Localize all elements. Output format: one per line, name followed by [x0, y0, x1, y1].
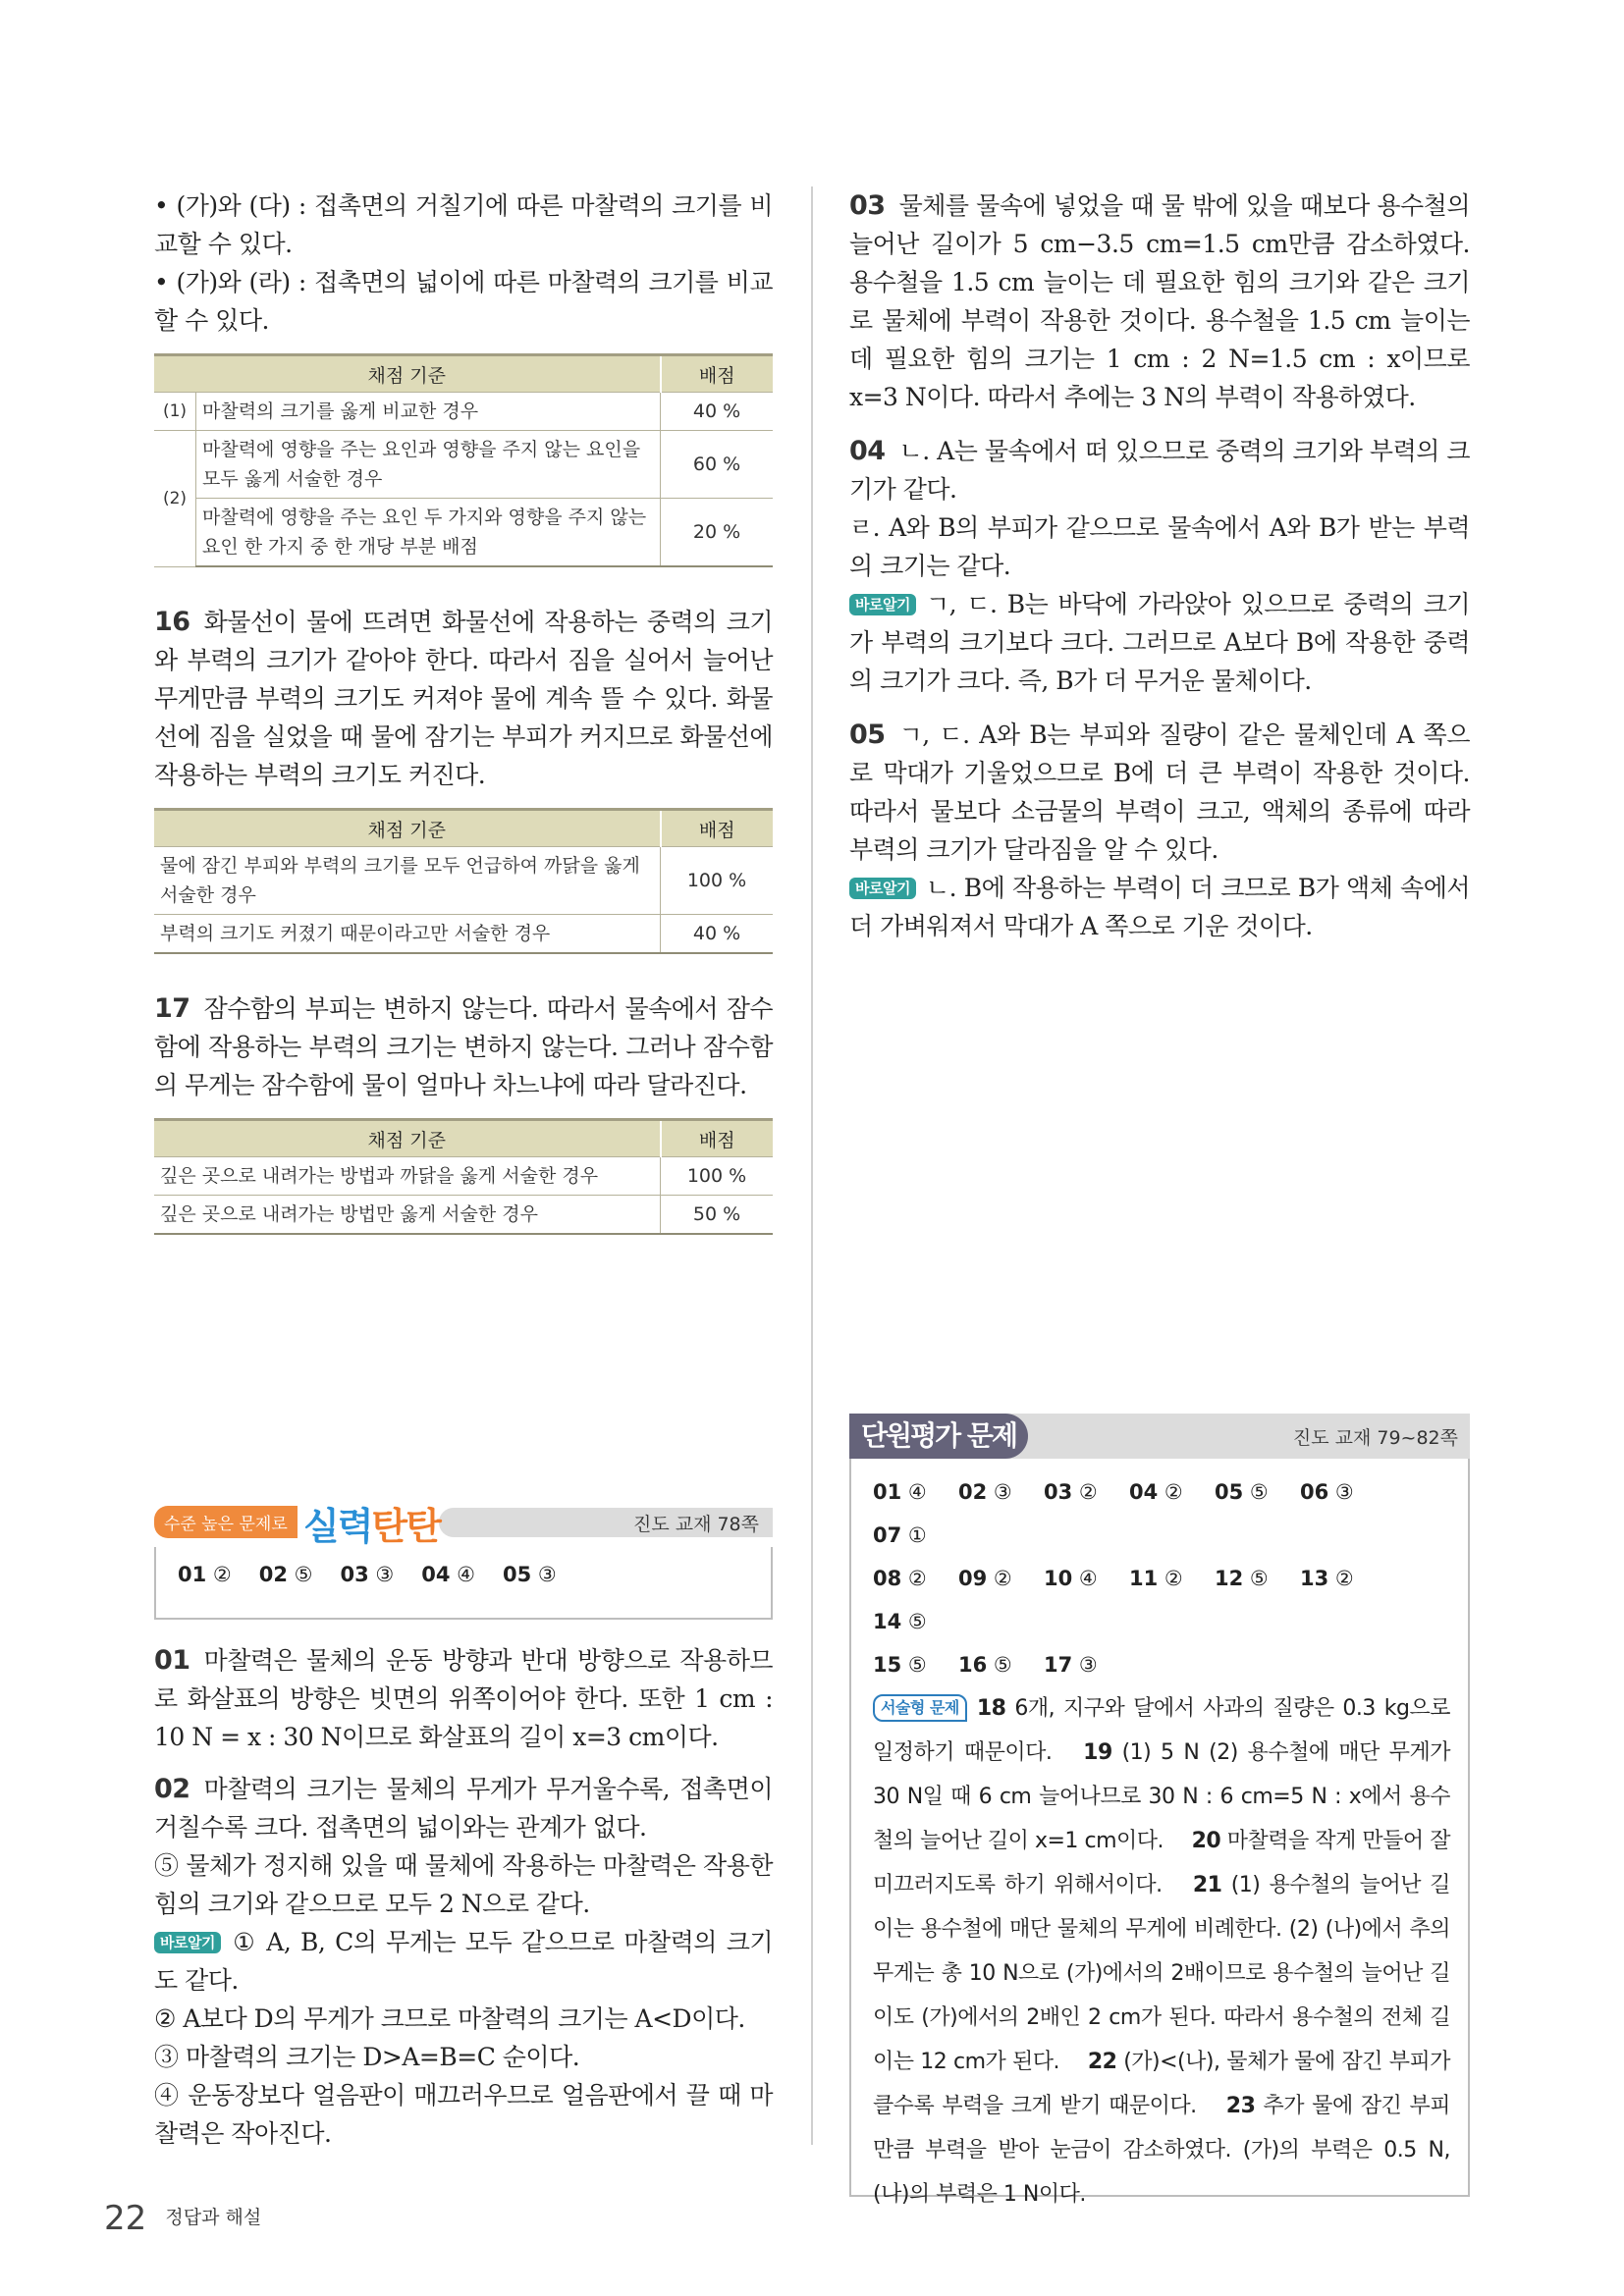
practice-page-ref: 진도 교재 78쪽 — [632, 1514, 759, 1535]
practice-q02-line-d: ② A보다 D의 무게가 크므로 마찰력의 크기는 A<D이다. — [154, 2004, 745, 2033]
answer-item: 02 ⑤ — [258, 1563, 313, 1586]
unit-test-page-ref: 진도 교재 79~82쪽 — [1292, 1427, 1458, 1449]
table-row: 물에 잠긴 부피와 부력의 크기를 모두 언급하여 까닭을 옳게 서술한 경우 100 % — [154, 847, 773, 915]
answer-item: 08 ② — [873, 1567, 927, 1590]
practice-q02-line-f: ④ 운동장보다 얼음판이 매끄러우므로 얼음판에서 끌 때 마찰력은 작아진다. — [154, 2081, 773, 2148]
page-footer — [104, 2199, 261, 2238]
answer-item: 10 ④ — [1044, 1567, 1098, 1590]
answer-item: 04 ④ — [421, 1563, 475, 1586]
table-row: 부력의 크기도 커졌기 때문이라고만 서술한 경우 40 % — [154, 915, 773, 954]
correction-badge: 바로알기 — [849, 878, 916, 899]
practice-question-01: 01 마찰력은 물체의 운동 방향과 반대 방향으로 작용하므로 화살표의 방향은 빗면의 위쪽이어야 한다. 또한 1 cm : 10 N = x : 30 N이므로 화살표의 길이 x=3 cm이다. — [154, 1645, 773, 1751]
column-divider — [811, 187, 813, 2145]
practice-title: 실력탄탄 — [303, 1505, 440, 1548]
answer-item: 04 ② — [1129, 1480, 1183, 1504]
answer-item: 11 ② — [1129, 1567, 1183, 1590]
answer-item: 09 ② — [958, 1567, 1012, 1590]
answer-item: 01 ④ — [873, 1480, 927, 1504]
practice-section — [154, 1500, 773, 2153]
scoring-table-16: 채점 기준 배점 물에 잠긴 부피와 부력의 크기를 모두 언급하여 까닭을 옳게 서술한 경우 100 % 부력의 크기도 커졌기 때문이라고만 서술한 경우 40 % — [154, 808, 773, 954]
table-row: 깊은 곳으로 내려가는 방법과 까닭을 옳게 서술한 경우 100 % — [154, 1157, 773, 1196]
answer-item: 05 ⑤ — [1215, 1480, 1269, 1504]
answer-item: 01 ② — [178, 1563, 232, 1586]
answer-item: 06 ③ — [1300, 1480, 1354, 1504]
practice-answer-box — [154, 1547, 773, 1620]
question-04-line-c: 바로알기 ㄱ, ㄷ. B는 바닥에 가라앉아 있으므로 중력의 크기가 부력의 크기보다 크다. 그러므로 A보다 B에 작용한 중력의 크기가 크다. 즉, B가 더 무거운 물체이다. — [849, 590, 1470, 695]
page-number: 22 — [104, 2199, 147, 2238]
question-05-line-b: 바로알기 ㄴ. B에 작용하는 부력이 더 크므로 B가 액체 속에서 더 가벼워져서 막대가 A 쪽으로 기운 것이다. — [849, 874, 1470, 940]
question-04: 04 ㄴ. A는 물속에서 떠 있으므로 중력의 크기와 부력의 크기가 같다. — [849, 436, 1470, 504]
unit-test-box — [849, 1459, 1470, 2207]
table-header-criteria: 채점 기준 — [154, 355, 661, 393]
answer-item: 13 ② — [1300, 1567, 1354, 1590]
question-04-line-b: ㄹ. A와 B의 부피가 같으므로 물속에서 A와 B가 받는 부력의 크기는 같다. — [849, 513, 1470, 580]
table-row: 깊은 곳으로 내려가는 방법만 옳게 서술한 경우 50 % — [154, 1196, 773, 1235]
answer-item: 07 ① — [873, 1523, 927, 1547]
answer-item: 02 ③ — [958, 1480, 1012, 1504]
left-column — [154, 187, 773, 1270]
table-row: (1) 마찰력의 크기를 옳게 비교한 경우 40 % — [154, 393, 773, 431]
footer-label: 정답과 해설 — [165, 2207, 262, 2228]
practice-question-02: 02 마찰력의 크기는 물체의 무게가 무거울수록, 접촉면이 거칠수록 크다. 접촉면의 넓이와는 관계가 없다. — [154, 1774, 773, 1842]
answer-item: 03 ③ — [340, 1563, 395, 1586]
correction-badge: 바로알기 — [849, 594, 916, 615]
answer-item: 12 ⑤ — [1215, 1567, 1269, 1590]
right-column — [849, 187, 1470, 945]
answer-item: 17 ③ — [1044, 1653, 1098, 1677]
answer-item: 05 ③ — [503, 1563, 557, 1586]
unit-test-title: 단원평가 문제 — [849, 1414, 1028, 1459]
practice-header — [154, 1500, 773, 1547]
question-03: 03 물체를 물속에 넣었을 때 물 밖에 있을 때보다 용수철의 늘어난 길이가 5 cm−3.5 cm=1.5 cm만큼 감소하였다. 용수철을 1.5 cm 늘이는 데 필요한 힘의 크기와 같은 크기로 물체에 부력이 작용한 것이다. 용수철을 1.5 cm 늘이는 데 필요한 힘의 크기는 1 cm : 2 N=1.5 cm : x이므로 x=3 N이다. 따라서 추에는 3 N의 부력이 작용하였다. — [849, 190, 1470, 411]
correction-badge: 바로알기 — [154, 1932, 221, 1953]
table-row: 마찰력에 영향을 주는 요인 두 가지와 영향을 주지 않는 요인 한 가지 중 한 개당 부분 배점 20 % — [154, 499, 773, 567]
unit-test-section — [849, 1414, 1470, 2207]
answer-item: 15 ⑤ — [873, 1653, 927, 1677]
practice-tag: 수준 높은 문제로 — [154, 1506, 298, 1538]
unit-test-header — [849, 1414, 1470, 1459]
table-row: (2) 마찰력에 영향을 주는 요인과 영향을 주지 않는 요인을 모두 옳게 서술한 경우 60 % — [154, 431, 773, 499]
answer-item: 03 ② — [1044, 1480, 1098, 1504]
practice-q02-line-e: ③ 마찰력의 크기는 D>A=B=C 순이다. — [154, 2043, 580, 2071]
practice-q02-line-b: ⑤ 물체가 정지해 있을 때 물체에 작용하는 마찰력은 작용한 힘의 크기와 같으므로 모두 2 N으로 같다. — [154, 1851, 773, 1918]
intro-line-2: • (가)와 (라) : 접촉면의 넓이에 따른 마찰력의 크기를 비교할 수 있다. — [154, 268, 773, 335]
practice-q02-line-c: 바로알기 ① A, B, C의 무게는 모두 같으므로 마찰력의 크기도 같다. — [154, 1928, 773, 1995]
scoring-table-15 — [154, 353, 773, 567]
scoring-table-17: 채점 기준 배점 깊은 곳으로 내려가는 방법과 까닭을 옳게 서술한 경우 100 % 깊은 곳으로 내려가는 방법만 옳게 서술한 경우 50 % — [154, 1118, 773, 1235]
question-16: 16 화물선이 물에 뜨려면 화물선에 작용하는 중력의 크기와 부력의 크기가 같아야 한다. 따라서 짐을 실어서 늘어난 무게만큼 부력의 크기도 커져야 물에 계속 뜰 수 있다. 화물선에 짐을 실었을 때 물에 잠기는 부피가 커지므로 화물선에 작용하는 부력의 크기도 커진다. — [154, 607, 773, 789]
intro-line-1: • (가)와 (다) : 접촉면의 거칠기에 따른 마찰력의 크기를 비교할 수 있다. — [154, 191, 773, 258]
question-17: 17 잠수함의 부피는 변하지 않는다. 따라서 물속에서 잠수함에 작용하는 부력의 크기는 변하지 않는다. 그러나 잠수함의 무게는 잠수함에 물이 얼마나 차느냐에 따라 달라진다. — [154, 993, 773, 1099]
table-header-points: 배점 — [661, 355, 774, 393]
answer-item: 16 ⑤ — [958, 1653, 1012, 1677]
unit-answer-grid — [873, 1470, 1450, 1686]
essay-answers: 서술형 문제 18 6개, 지구와 달에서 사과의 질량은 0.3 kg으로 일정하기 때문이다. 19 (1) 5 N (2) 용수철에 매단 무게가 30 N일 때 6 cm 늘어나므로 30 N : 6 cm=5 N : x에서 용수철의 늘어난 길이 x=1 cm이다. 20 마찰력을 작게 만들어 잘 미끄러지도록 하기 위해서이다. 21 (1) 용수철의 늘어난 길이는 용수철에 매단 물체의 무게에 비례한다. (2) (나)에서 추의 무게는 총 10 N으로 (가)에서의 2배이므로 용수철의 늘어난 길이도 (가)에서의 2배인 2 cm가 된다. 따라서 용수철의 전체 길이는 12 cm가 된다. 22 (가)<(나), 물체가 물에 잠긴 부피가 클수록 부력을 크게 받기 때문이다. 23 추가 물에 잠긴 부피만큼 부력을 받아 눈금이 감소하였다. (가)의 부력은 0.5 N, (나)의 부력은 1 N이다. — [873, 1696, 1451, 2207]
answer-item: 14 ⑤ — [873, 1610, 927, 1633]
question-05: 05 ㄱ, ㄷ. A와 B는 부피와 질량이 같은 물체인데 A 쪽으로 막대가 기울었으므로 B에 더 큰 부력이 작용한 것이다. 따라서 물보다 소금물의 부력이 크고, 액체의 종류에 따라 부력의 크기가 달라짐을 알 수 있다. — [849, 720, 1470, 864]
essay-tag: 서술형 문제 — [873, 1694, 967, 1722]
